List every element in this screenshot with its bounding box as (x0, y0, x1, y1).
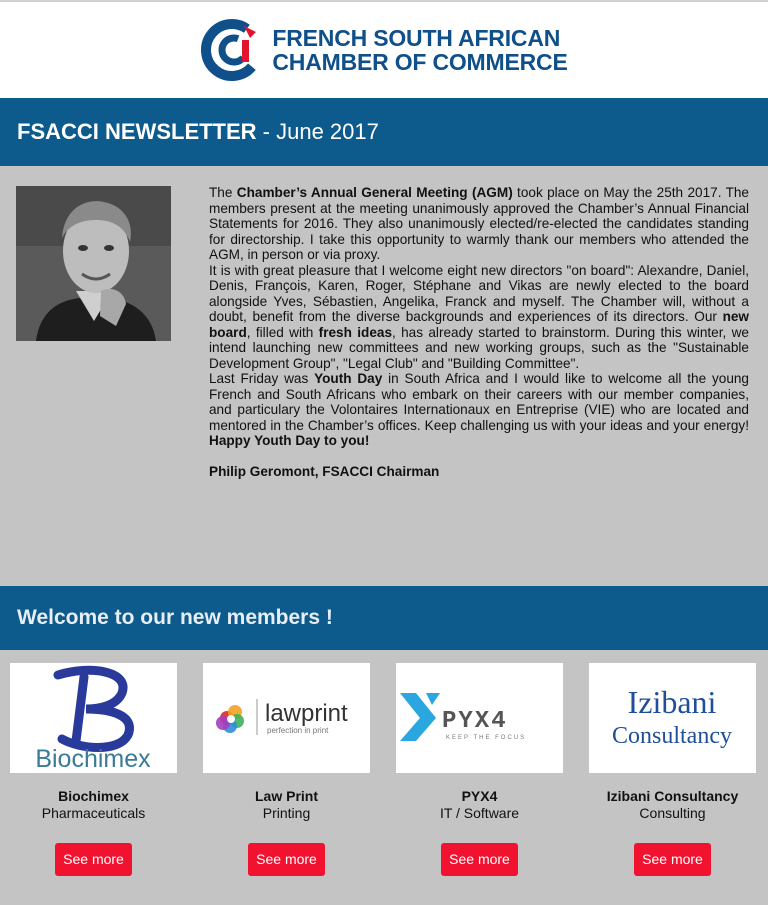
text: It is with great pleasure that I welcome eight new directors "on board": Alexandre, Daniel, Denis, François, Karen, Roger, Stéphane and Vikas are newly elected to the board alongside Yves, Sébastien, Angelika, Franck and myself. The Chamber will, without a doubt, benefit from the diverse backgrounds and experiences of its directors. Our (209, 262, 749, 324)
see-more-button-pyx4[interactable]: See more (441, 843, 518, 876)
youth-day-highlight: Youth Day (314, 371, 383, 386)
member-category: Pharmaceuticals (41, 805, 146, 821)
signature: Philip Geromont, FSACCI Chairman (209, 463, 440, 479)
pyx4-logo-image (396, 663, 563, 773)
text: in South Africa and I would like to welcome all the young French and South Africans who embark on their careers with our member companies, and particulary the Volontaires Internationaux en Entreprise (VIE) who are located and mentored in the Chamber’s offices. Keep challenging us with your ideas and your energy! (209, 371, 749, 433)
law-print-logo-text: lawprint (265, 700, 348, 727)
text: Last Friday was (209, 371, 315, 386)
text: , has already started to brainstorm. During this winter, we intend launching new committees and new working groups, such as the "Sustainable Development Group", "Legal Club" and "Building Committee". (209, 324, 749, 371)
pyx4-logo[interactable] (396, 663, 563, 773)
letter-paragraph-3 (209, 371, 749, 449)
izibani-logo-text: Izibani (627, 684, 717, 720)
member-card-biochimex (10, 663, 177, 876)
newsletter-date: - June 2017 (256, 119, 379, 144)
text: , filled with (246, 324, 319, 340)
pyx4-logo-tagline: KEEP THE FOCUS (446, 735, 527, 741)
new-members-heading-bar (0, 586, 768, 650)
chairman-message (0, 166, 768, 586)
izibani-logo-subtext: Consultancy (612, 723, 732, 749)
biochimex-logo-image (10, 663, 177, 773)
text: took place on May the 25th 2017. The members present at the meeting unanimously approved the Chamber’s Annual Financial Statements for 2016. They also unanimously elected/re-elected the candidates standing for directorship. I take this opportunity to warmly thank our members who attended the AGM, in person or via proxy. (209, 185, 749, 262)
law-print-logo-tagline: perfection in print (267, 726, 329, 735)
see-more-button-izibani[interactable]: See more (634, 843, 711, 876)
biochimex-logo-text: Biochimex (35, 745, 151, 773)
new-members-heading: Welcome to our new members ! (17, 606, 333, 629)
chamber-logo-icon (200, 18, 264, 82)
logo-line-2: CHAMBER OF COMMERCE (272, 49, 568, 75)
biochimex-logo[interactable] (10, 663, 177, 773)
law-print-logo-image (203, 663, 370, 773)
text: The (209, 185, 237, 200)
newsletter-title: FSACCI NEWSLETTER (17, 119, 257, 144)
agm-highlight: Chamber’s Annual General Meeting (AGM) (236, 185, 513, 200)
chairman-letter (209, 185, 749, 479)
member-category: IT / Software (439, 805, 520, 821)
izibani-logo-image (589, 663, 756, 773)
chamber-logo[interactable] (200, 18, 567, 82)
member-card-pyx4 (396, 663, 563, 876)
chamber-logo-text (272, 26, 567, 74)
member-card-law-print (203, 663, 370, 876)
happy-youth-day-highlight: Happy Youth Day to you! (209, 433, 370, 448)
izibani-logo[interactable] (589, 663, 756, 773)
member-card-izibani (589, 663, 756, 876)
new-board-highlight: new board (209, 309, 749, 340)
see-more-button-biochimex[interactable]: See more (55, 843, 132, 876)
pyx4-logo-text: PYX4 (442, 708, 508, 735)
member-name: Biochimex (58, 788, 129, 804)
member-category: Printing (262, 805, 311, 821)
header (0, 2, 768, 98)
newsletter-title-bar (0, 98, 768, 166)
member-cards (0, 650, 768, 876)
law-print-logo[interactable] (203, 663, 370, 773)
chairman-portrait-image (16, 186, 171, 341)
fresh-ideas-highlight: fresh ideas (318, 324, 393, 340)
member-category: Consulting (639, 805, 706, 821)
chairman-photo (16, 186, 171, 341)
see-more-button-law-print[interactable]: See more (248, 843, 325, 876)
letter-paragraph-2 (209, 263, 749, 372)
member-name: Izibani Consultancy (606, 788, 739, 804)
letter-paragraph-1 (209, 185, 749, 263)
member-name: PYX4 (461, 788, 498, 804)
logo-line-1: FRENCH SOUTH AFRICAN (272, 25, 561, 51)
member-name: Law Print (254, 788, 318, 804)
